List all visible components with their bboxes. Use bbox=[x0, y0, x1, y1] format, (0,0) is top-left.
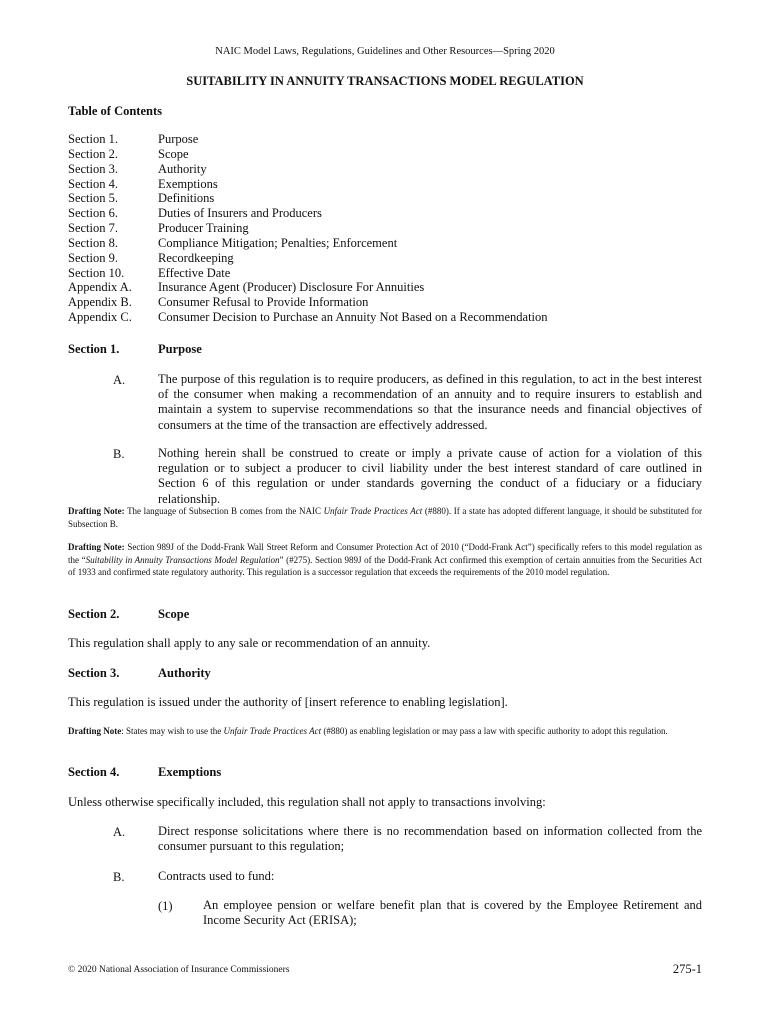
drafting-note: Drafting Note: The language of Subsection B comes from the NAIC Unfair Trade Practices Act (#880). If a state has adopted different language, it should be substituted for Subsection B. bbox=[68, 506, 703, 529]
section-number: Section 1. bbox=[68, 342, 120, 356]
running-header: NAIC Model Laws, Regulations, Guidelines and Other Resources—Spring 2020 bbox=[215, 46, 555, 57]
toc-number: Appendix B. bbox=[68, 295, 132, 310]
toc-label: Effective Date bbox=[158, 265, 231, 280]
toc-row bbox=[68, 162, 708, 177]
item-number: (1) bbox=[158, 899, 173, 913]
section-1-heading bbox=[68, 342, 202, 357]
toc-label: Purpose bbox=[158, 132, 199, 146]
toc-row bbox=[68, 206, 708, 221]
toc-number: Appendix A. bbox=[68, 280, 132, 295]
section-number: Section 3. bbox=[68, 666, 120, 680]
section-title: Scope bbox=[158, 607, 190, 621]
toc-row bbox=[68, 147, 708, 162]
section-1-paragraph-a: The purpose of this regulation is to require producers, as defined in this regulation, to act in the best interest of the consumer when making a recommendation of an annuity and to require insurers to establish and maintain a system to supervise recommendations so that the insurance needs and financial objectives of consumers at the time of the transaction are effectively addressed. bbox=[158, 372, 702, 432]
toc-row bbox=[68, 177, 708, 192]
toc-row bbox=[68, 310, 708, 325]
toc-number: Section 4. bbox=[68, 176, 118, 191]
drafting-note: Drafting Note: States may wish to use the Unfair Trade Practices Act (#880) as enabling legislation or may pass a law with specific authority to adopt this regulation. bbox=[68, 726, 668, 736]
toc-number: Section 2. bbox=[68, 146, 118, 161]
page-number: 275-1 bbox=[672, 962, 702, 976]
section-number: Section 2. bbox=[68, 607, 120, 621]
section-title: Purpose bbox=[158, 342, 202, 356]
toc-label: Duties of Insurers and Producers bbox=[158, 206, 322, 221]
toc-label: Consumer Refusal to Provide Information bbox=[158, 295, 369, 310]
toc-label: Definitions bbox=[158, 191, 215, 206]
toc-number: Section 10. bbox=[68, 265, 125, 280]
toc-number: Appendix C. bbox=[68, 310, 132, 325]
document-title: SUITABILITY IN ANNUITY TRANSACTIONS MODEL REGULATION bbox=[186, 74, 584, 88]
section-3-heading bbox=[68, 666, 211, 681]
toc-number: Section 8. bbox=[68, 235, 118, 250]
toc-row bbox=[68, 191, 708, 206]
section-4-item-1: An employee pension or welfare benefit plan that is covered by the Employee Retirement and Income Security Act (ERISA); bbox=[203, 898, 702, 928]
toc-row bbox=[68, 295, 708, 310]
toc-label: Scope bbox=[158, 146, 189, 161]
section-3-text: This regulation is issued under the authority of [insert reference to enabling legislation]. bbox=[68, 695, 508, 709]
toc-row bbox=[68, 251, 708, 266]
section-4-paragraph-a: Direct response solicitations where there is no recommendation based on information collected from the consumer pursuant to this regulation; bbox=[158, 824, 702, 854]
toc-number: Section 1. bbox=[68, 132, 118, 146]
section-number: Section 4. bbox=[68, 765, 120, 779]
subsection-letter: B. bbox=[113, 447, 125, 461]
section-4-text: Unless otherwise specifically included, this regulation shall not apply to transactions involving: bbox=[68, 795, 546, 809]
toc-row bbox=[68, 236, 708, 251]
toc-label: Producer Training bbox=[158, 221, 249, 236]
toc-label: Recordkeeping bbox=[158, 250, 234, 265]
toc-number: Section 3. bbox=[68, 161, 118, 176]
section-1-paragraph-b: Nothing herein shall be construed to create or imply a private cause of action for a violation of this regulation or to subject a producer to civil liability under the best interest standard of care outlined in Section 6 of this regulation or under standards governing the conduct of a fiduciary or a fiduciary relationship. bbox=[158, 446, 702, 506]
section-2-text: This regulation shall apply to any sale or recommendation of an annuity. bbox=[68, 636, 431, 650]
table-of-contents bbox=[68, 132, 708, 325]
section-title: Authority bbox=[158, 666, 211, 680]
toc-number: Section 9. bbox=[68, 250, 118, 265]
subsection-letter: A. bbox=[113, 825, 126, 839]
toc-label: Consumer Decision to Purchase an Annuity Not Based on a Recommendation bbox=[158, 310, 548, 325]
toc-label: Authority bbox=[158, 161, 207, 176]
subsection-letter: B. bbox=[113, 870, 125, 884]
section-title: Exemptions bbox=[158, 765, 222, 779]
toc-label: Exemptions bbox=[158, 176, 218, 191]
toc-row bbox=[68, 266, 708, 281]
drafting-note: Drafting Note: Section 989J of the Dodd-Frank Wall Street Reform and Consumer Protection Act of 2010 (“Dodd-Frank Act”) specifically refers to this model regulation as the “Suitability in Annuity Transactions Model Regulation” (#275). Section 989J of the Dodd-Frank Act confirmed this exemption of certain annuities from the Securities Act of 1933 and confirmed state regulatory authority. This regulation is a successor regulation that exceeds the requirements of the 2010 model regulation. bbox=[68, 542, 702, 577]
toc-row bbox=[68, 280, 708, 295]
toc-heading: Table of Contents bbox=[68, 104, 162, 118]
footer-copyright: © 2020 National Association of Insurance Commissioners bbox=[68, 965, 290, 975]
toc-number: Section 5. bbox=[68, 191, 118, 206]
toc-number: Section 7. bbox=[68, 221, 118, 236]
section-2-heading bbox=[68, 607, 189, 622]
toc-label: Compliance Mitigation; Penalties; Enforcement bbox=[158, 235, 398, 250]
section-4-heading bbox=[68, 765, 221, 780]
toc-number: Section 6. bbox=[68, 206, 118, 221]
toc-row bbox=[68, 221, 708, 236]
toc-label: Insurance Agent (Producer) Disclosure For Annuities bbox=[158, 280, 425, 295]
subsection-letter: A. bbox=[113, 373, 126, 387]
section-4-paragraph-b: Contracts used to fund: bbox=[158, 869, 275, 883]
toc-row bbox=[68, 132, 708, 147]
